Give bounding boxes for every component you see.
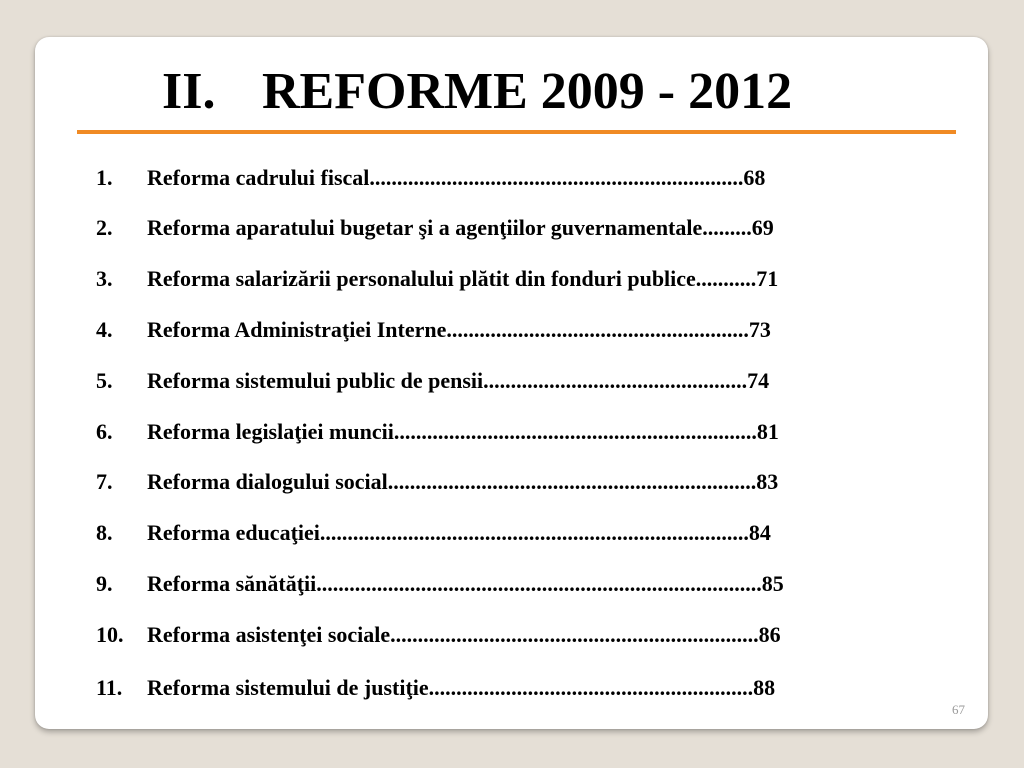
page-number: 67 [952,702,965,717]
toc-item-text: Reforma dialogului social...................................................................83 [147,469,779,494]
toc-item-text: Reforma educaţiei..............................................................................84 [147,520,771,545]
toc-item-text: Reforma sistemului de justiţie...........................................................88 [147,675,776,700]
title-text: REFORME 2009 - 2012 [262,63,793,120]
toc-item-text: Reforma sănătăţii.................................................................................85 [147,571,784,596]
toc-item-number: 11. [96,675,123,700]
toc-item-text: Reforma legislaţiei muncii..................................................................81 [147,419,779,444]
title-number: II. [162,63,216,120]
toc-item-text: Reforma sistemului public de pensii................................................74 [147,368,770,393]
toc-item-number: 7. [96,469,113,494]
toc-item-number: 9. [96,571,113,596]
toc-item-text: Reforma cadrului fiscal....................................................................68 [147,165,766,190]
toc-item-number: 5. [96,368,113,393]
title-underline [77,130,956,134]
toc-item-number: 4. [96,317,113,342]
toc-item-text: Reforma aparatului bugetar şi a agenţiilor guvernamentale.........69 [147,215,774,240]
toc-item-number: 3. [96,266,113,291]
slide-title [0,62,1024,122]
toc-item-number: 1. [96,165,113,190]
toc-item-number: 6. [96,419,113,444]
toc-item-text: Reforma asistenţei sociale...................................................................86 [147,622,781,647]
toc-item-text: Reforma Administraţiei Interne.......................................................73 [147,317,771,342]
toc-item-text: Reforma salarizării personalului plătit din fonduri publice...........71 [147,266,779,291]
toc-item-number: 10. [96,622,124,647]
toc-item-number: 8. [96,520,113,545]
toc-item-number: 2. [96,215,113,240]
